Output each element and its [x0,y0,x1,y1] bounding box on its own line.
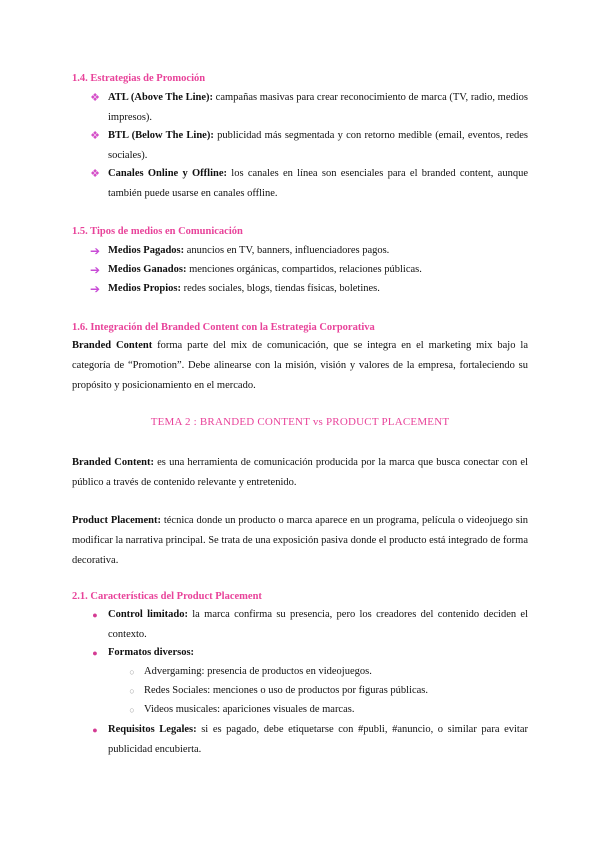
circle-bullet-icon: ○ [129,667,135,677]
list-item: Canales Online y Offline: los canales en línea son esenciales para el branded content, aunque también puede usarse en canales offline. [108,168,528,199]
section-heading-1-5: 1.5. Tipos de medios en Comunicación [72,226,243,237]
arrow-bullet-icon: ➔ [89,244,101,258]
section-heading-2-1: 2.1. Características del Product Placement [72,591,262,602]
list-item: Requisitos Legales: si es pagado, debe etiquetarse con #publi, #anuncio, o similar para evitar publicidad encubierta. [108,724,528,755]
sub-list-item: Redes Sociales: menciones o uso de productos por figuras públicas. [144,685,429,696]
list-item: BTL (Below The Line): publicidad más segmentada y con retorno medible (email, eventos, redes sociales). [108,130,528,161]
section-heading-1-6: 1.6. Integración del Branded Content con la Estrategia Corporativa [72,322,375,333]
list-item: Control limitado: la marca confirma su presencia, pero los creadores del contenido deciden el contexto. [108,609,528,640]
bullet-icon: ● [92,610,98,620]
paragraph: Branded Content forma parte del mix de comunicación, que se integra en el marketing mix bajo la categoría de “Promotion”. Debe alinearse con la misión, visión y valores de la empresa, fortaleciendo su propósito y posicionamiento en el mercado. [72,340,528,391]
arrow-bullet-icon: ➔ [89,263,101,277]
list-item: Medios Propios: redes sociales, blogs, tiendas físicas, boletines. [108,283,380,294]
diamond-bullet-icon: ❖ [90,92,100,104]
bullet-icon: ● [92,648,98,658]
sub-list-item: Videos musicales: apariciones visuales de marcas. [144,704,355,715]
arrow-bullet-icon: ➔ [89,282,101,296]
bullet-icon: ● [92,725,98,735]
diamond-bullet-icon: ❖ [90,168,100,180]
list-item: Formatos diversos: [108,647,195,658]
circle-bullet-icon: ○ [129,686,135,696]
section-heading-1-4: 1.4. Estrategias de Promoción [72,73,206,84]
paragraph: Product Placement: técnica donde un producto o marca aparece en un programa, película o videojuego sin modificar la narrativa principal. Se trata de una exposición pasiva donde el producto está integrado de forma decorativa. [72,515,528,566]
list-item: ATL (Above The Line): campañas masivas para crear reconocimiento de marca (TV, radio, medios impresos). [108,92,528,123]
list-item: Medios Ganados: menciones orgánicas, compartidos, relaciones públicas. [108,264,422,275]
list-item: Medios Pagados: anuncios en TV, banners, influenciadores pagos. [108,245,390,256]
paragraph: Branded Content: es una herramienta de comunicación producida por la marca que busca conectar con el público a través de contenido relevante y entretenido. [72,457,528,488]
diamond-bullet-icon: ❖ [90,130,100,142]
chapter-title: TEMA 2 : BRANDED CONTENT vs PRODUCT PLACEMENT [150,416,450,428]
sub-list-item: Advergaming: presencia de productos en videojuegos. [144,666,372,677]
circle-bullet-icon: ○ [129,705,135,715]
